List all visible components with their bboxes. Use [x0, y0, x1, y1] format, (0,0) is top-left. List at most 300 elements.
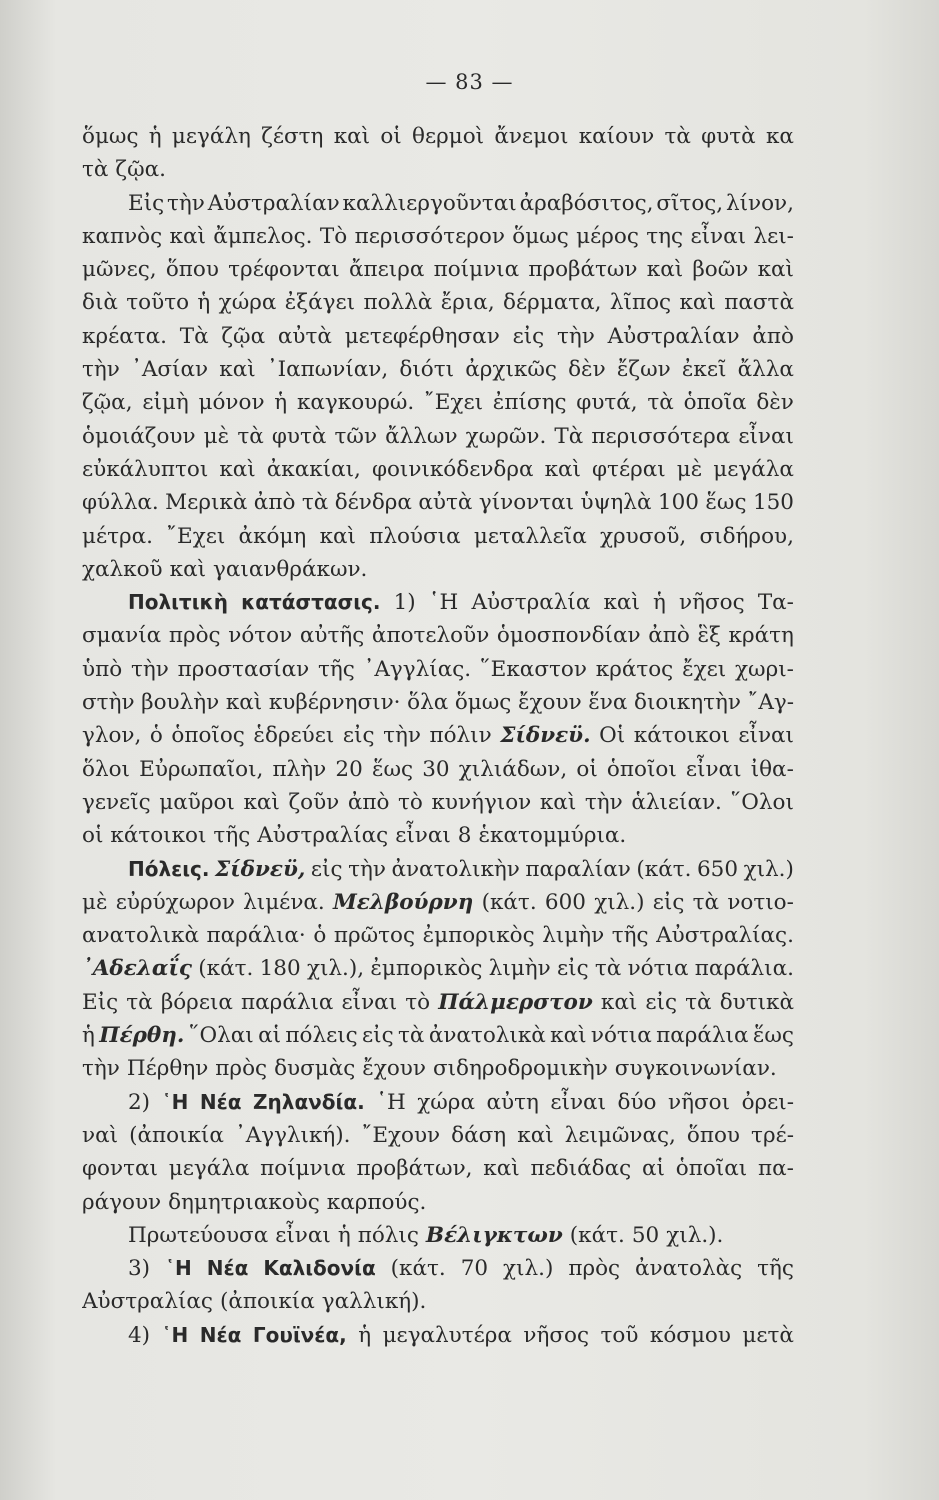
word: εἰς: [645, 989, 678, 1015]
word: δέρματα,: [503, 290, 602, 316]
word: Αὐστραλίας: [257, 823, 389, 849]
word: τὴν: [130, 656, 169, 682]
word: μεγάλα: [168, 1156, 250, 1182]
word: ἡ: [148, 124, 162, 149]
word: λιμὴν: [488, 956, 551, 982]
word: τὰ: [685, 989, 712, 1015]
word: ἄνεμοι: [494, 124, 569, 149]
word: τῆς: [318, 656, 355, 682]
word: καὶ: [219, 456, 256, 482]
word: κάτοικοι: [110, 823, 207, 849]
word: χιλ.): [594, 889, 645, 915]
word: καὶ: [646, 257, 684, 283]
word: εὐρύχωρον: [115, 889, 235, 915]
word: ῾Η: [428, 590, 459, 616]
word: ὅπου: [165, 257, 219, 283]
word: χιλ.): [743, 856, 794, 882]
word: μὲ: [203, 423, 230, 449]
word: ὁμοσπονδίαν: [496, 623, 641, 649]
word: γαιανθράκων.: [213, 556, 368, 582]
word: εὐκάλυπτοι: [82, 456, 209, 482]
word: γλον,: [82, 723, 142, 749]
text-line: [82, 886, 794, 919]
word: 100: [657, 490, 699, 516]
word: σιδηροδρομικὴν: [432, 1056, 608, 1082]
word: ἡ: [82, 1023, 95, 1049]
section-heading-word: κατάστασις.: [241, 590, 381, 615]
text-line: [82, 952, 794, 985]
text-line: [82, 586, 794, 619]
word: ὁποῖα: [683, 390, 747, 416]
word: εἶναι: [275, 1222, 331, 1248]
word: εἰμὴ: [142, 390, 189, 416]
word: τὴν: [82, 357, 120, 383]
word: τοῦ: [600, 1322, 639, 1348]
word: μαῦροι: [159, 789, 235, 815]
word: παράλια·: [206, 923, 306, 949]
word: ὅμως: [82, 124, 139, 149]
word: οἱ: [82, 823, 104, 849]
text-line: [82, 153, 794, 186]
word: παράλια: [241, 989, 334, 1015]
word: ἄλλων: [385, 423, 458, 449]
word: αὐτὰ: [418, 490, 473, 516]
word: εἶναι: [685, 756, 742, 782]
word: λῖπος: [609, 290, 672, 316]
word: Πρωτεύουσα: [128, 1222, 269, 1248]
word: τὴν: [348, 856, 386, 882]
word: πόλεις: [285, 1023, 358, 1049]
word: εἰς: [512, 323, 545, 349]
word: εἶναι: [550, 1089, 606, 1115]
word: καὶ: [539, 789, 577, 815]
word: δὲν: [756, 390, 794, 416]
word: Εἰς: [82, 989, 119, 1015]
word: θερμοὶ: [412, 124, 485, 149]
word: πρὸς: [568, 1256, 621, 1282]
word: διοικητὴν: [634, 690, 741, 716]
word: ἀπὸ: [648, 623, 690, 649]
body-text: [82, 120, 794, 1352]
word: χωρῶν.: [465, 423, 547, 449]
word: διὰ: [82, 290, 118, 316]
word: περισσότερον: [354, 223, 505, 249]
word: ἡ: [653, 590, 666, 616]
word: κράτος: [595, 656, 674, 682]
word: αὐτῆς: [299, 623, 365, 649]
word: ἄμπελος.: [213, 223, 313, 249]
section-heading-word: Νέα: [206, 1256, 249, 1281]
word: τρέ-: [751, 1122, 794, 1148]
word: καὶ: [243, 789, 280, 815]
word: κρέατα.: [82, 323, 167, 349]
text-line: [82, 686, 794, 719]
word: δύο: [617, 1089, 657, 1115]
word: ποίμνια: [433, 257, 520, 283]
word: αὐτὰ: [277, 323, 332, 349]
word: ἀπὸ: [253, 490, 296, 516]
word: βουλὴν: [141, 690, 220, 716]
word: τῆς: [213, 823, 251, 849]
word: ανατολικὰ: [82, 923, 199, 949]
word: κόσμου: [649, 1322, 731, 1348]
section-heading-word: Νέα: [199, 1089, 242, 1114]
word: πρῶτος: [333, 923, 416, 949]
word: χρυσοῦ,: [599, 523, 687, 549]
word: ράγουν: [82, 1189, 162, 1215]
text-line: [82, 1052, 794, 1085]
word: ἔρια,: [440, 290, 495, 316]
word: 600: [544, 889, 586, 915]
word: χωρι-: [735, 656, 794, 682]
word: χαλκοῦ: [82, 556, 163, 582]
word: πλούσια: [369, 523, 461, 549]
word: ἔζων: [616, 357, 671, 383]
text-line: [82, 853, 794, 886]
text-line: [82, 120, 794, 153]
word: συγκοινωνίαν.: [614, 1056, 777, 1082]
text-line: [82, 320, 794, 353]
word: εἶναι: [395, 823, 451, 849]
word: καὶ: [544, 456, 581, 482]
word: περισσότερα: [591, 423, 731, 449]
section-heading-word: Γουϊνέα,: [252, 1322, 347, 1347]
word: ἑδρεύει: [253, 723, 335, 749]
text-line: [82, 819, 794, 852]
text-line: [82, 1252, 794, 1285]
word: 180: [259, 956, 301, 982]
word: ζῷα.: [115, 157, 166, 183]
word: πρὸς: [168, 623, 221, 649]
word: εἰς: [310, 856, 343, 882]
word: ὁ: [313, 923, 327, 949]
word: ῞Ολοι: [730, 789, 794, 815]
word: νότια: [590, 1023, 652, 1049]
word: ἕως: [371, 756, 414, 782]
word: ᾿Αγγλική).: [234, 1122, 351, 1148]
word: Εὐρωπαῖοι,: [139, 756, 264, 782]
word: ὁποῖαι: [675, 1156, 748, 1182]
text-line: [82, 1152, 794, 1185]
word: 20: [335, 756, 363, 782]
section-heading-word: Καλιδονία: [263, 1256, 376, 1281]
word: ὅλοι: [82, 756, 130, 782]
word: γαλλική).: [321, 1289, 427, 1315]
word: ἀποτελοῦν: [371, 623, 490, 649]
word: Τὸ: [319, 223, 348, 249]
word: ἕως: [705, 490, 747, 516]
word: μεγάλα: [713, 456, 794, 482]
word: (κάτ.: [481, 889, 537, 915]
word: εἰς: [557, 956, 589, 982]
word: εἶναι: [738, 723, 794, 749]
word: τὰ: [664, 124, 691, 149]
word: δένδρα: [334, 490, 412, 516]
text-line: [82, 753, 794, 786]
word: τῆς: [757, 1256, 794, 1282]
word: πλὴν: [272, 756, 327, 782]
word: ἐμπορικὸς: [370, 956, 483, 982]
text-line: [82, 420, 794, 453]
word: προβάτων,: [356, 1156, 473, 1182]
word: ὁμοιάζουν: [82, 423, 196, 449]
word: λει-: [753, 223, 794, 249]
word: καίουν: [578, 124, 655, 149]
word: προβάτων: [528, 257, 638, 283]
word: νότια: [627, 956, 689, 982]
word: φυτά,: [576, 390, 638, 416]
word: ῎Εχει: [166, 523, 226, 549]
word: ὑψηλὰ: [580, 490, 652, 516]
word: χιλιάδων,: [458, 756, 568, 782]
word: μετὰ: [742, 1322, 794, 1348]
word: Αὐστραλίας.: [656, 923, 794, 949]
emphasized-word: Βέλιγκτων: [425, 1222, 563, 1248]
word: καὶ: [333, 124, 371, 149]
word: παράλια: [656, 1023, 749, 1049]
word: φονται: [82, 1156, 158, 1182]
text-line: [82, 187, 794, 220]
word: τὴν: [82, 1056, 120, 1082]
text-line: [82, 386, 794, 419]
word: μὲ: [676, 456, 703, 482]
word: ὁποῖος: [171, 723, 245, 749]
word: ἀπὸ: [752, 323, 794, 349]
word: ἡ: [358, 1322, 372, 1348]
word: ἀρχικῶς: [465, 357, 557, 383]
word: φυτὰ: [271, 423, 327, 449]
word: τὰ: [237, 423, 264, 449]
word: μῶνες,: [82, 257, 157, 283]
word: ὀρει-: [741, 1089, 794, 1115]
section-heading-word: Πολιτικὴ: [128, 590, 228, 615]
word: γίνονται: [478, 490, 575, 516]
word: Αὐστραλίαν: [607, 323, 740, 349]
word: ῞Εκαστον: [479, 656, 587, 682]
word: μετεφέρθησαν: [344, 323, 500, 349]
word: λιμὴν: [542, 923, 605, 949]
text-line: [82, 486, 794, 519]
word: ἕνα: [588, 690, 628, 716]
word: χιλ.): [503, 1256, 554, 1282]
word: της: [646, 223, 684, 249]
word: φοινικόδενδρα: [371, 456, 534, 482]
word: ἓξ: [697, 623, 721, 649]
text-line: [82, 520, 794, 553]
word: 30: [422, 756, 450, 782]
word: πρὸς: [215, 1056, 268, 1082]
word: ἄπειρα: [348, 257, 425, 283]
emphasized-word: Πέρθη.: [99, 1023, 185, 1049]
word: λειμῶνας,: [564, 1122, 676, 1148]
word: δημητριακοὺς: [168, 1189, 320, 1215]
word: ἐκεῖ: [681, 357, 727, 383]
word: 1): [393, 590, 416, 616]
word: (κάτ.: [636, 856, 692, 882]
word: τὸ: [398, 789, 423, 815]
word: καὶ: [757, 257, 794, 283]
word: μὲ: [82, 889, 108, 915]
word: χιλ.),: [306, 956, 365, 982]
text-line: [82, 1186, 794, 1219]
word: ζῷα,: [82, 390, 133, 416]
word: τὰ: [82, 157, 109, 183]
text-line: [82, 1086, 794, 1119]
word: πα-: [757, 1156, 794, 1182]
word: ἔχουν: [362, 1056, 426, 1082]
word: μέρος: [576, 223, 639, 249]
word: 3): [128, 1256, 151, 1282]
word: ὁποῖοι: [606, 756, 677, 782]
word: ῞Ολαι: [188, 1023, 254, 1049]
word: πόλις: [357, 1222, 419, 1248]
word: γενεῖς: [82, 789, 151, 815]
word: ἡ: [274, 390, 288, 416]
emphasized-word: Σίδνεϋ,: [215, 856, 306, 882]
word: Αὐστραλίας: [82, 1289, 213, 1315]
word: καὶ: [603, 590, 640, 616]
text-line: [82, 253, 794, 286]
word: προστασίαν: [177, 656, 310, 682]
section-heading-word: Νέα: [199, 1322, 242, 1347]
text-line: [82, 353, 794, 386]
word: ᾿Αγγλίας.: [363, 656, 472, 682]
word: σμανία: [82, 623, 162, 649]
word: παράλια.: [694, 956, 794, 982]
word: 4): [128, 1322, 151, 1348]
word: 50: [631, 1222, 660, 1248]
word: τὴν: [556, 323, 595, 349]
word: τὰ: [398, 1023, 425, 1049]
word: δὲν: [568, 357, 606, 383]
word: εἶναι: [738, 423, 794, 449]
word: ἄλλα: [737, 357, 794, 383]
word: Οἱ: [599, 723, 626, 749]
word: λίνον,: [725, 190, 794, 216]
text-line: [82, 1285, 794, 1318]
word: χιλ.).: [666, 1222, 724, 1248]
word: βόρεια: [160, 989, 233, 1015]
word: ὑπὸ: [82, 656, 123, 682]
word: Μερικὰ: [165, 490, 248, 516]
word: δάση: [451, 1122, 507, 1148]
word: κάτοικοι: [633, 723, 730, 749]
word: νότον: [228, 623, 293, 649]
emphasized-word: Πάλμερστον: [438, 989, 593, 1015]
word: τὸ: [405, 989, 431, 1015]
word: 8: [457, 823, 472, 849]
word: σῖτος,: [656, 190, 724, 216]
word: ᾿Ασίαν: [131, 357, 209, 383]
word: τὰ: [126, 989, 153, 1015]
word: Αὐστραλία: [471, 590, 591, 616]
text-line: [82, 919, 794, 952]
text-line: [82, 553, 794, 586]
word: νῆσοι: [668, 1089, 731, 1115]
word: νοτιο-: [727, 889, 794, 915]
word: ἀκόμη: [238, 523, 307, 549]
word: κα: [765, 124, 794, 149]
word: καγκουρώ.: [296, 390, 415, 416]
text-line: [82, 1319, 794, 1352]
word: 650: [697, 856, 739, 882]
word: καπνὸς: [82, 223, 163, 249]
word: καὶ: [679, 290, 716, 316]
section-heading-word: Ζηλανδία.: [253, 1089, 365, 1114]
word: παραλίαν: [525, 856, 631, 882]
emphasized-word: Μελβούρνη: [333, 889, 474, 915]
word: 150: [752, 490, 794, 516]
word: ῎Εχουν: [361, 1122, 441, 1148]
word: χώρα: [417, 1089, 475, 1115]
word: (ἀποικία: [129, 1122, 224, 1148]
word: τὴν: [584, 789, 623, 815]
word: μεταλλεῖα: [473, 523, 587, 549]
word: εἰς: [362, 1023, 394, 1049]
emphasized-word: Σίδνεϋ.: [500, 723, 591, 749]
emphasized-word: ᾿Αδελαΐς: [82, 956, 192, 982]
word: καὶ: [319, 523, 356, 549]
word: τὰ: [692, 889, 720, 915]
word: ἡ: [197, 290, 211, 316]
word: φτέραι: [592, 456, 666, 482]
word: Αὐστραλίαν: [207, 190, 340, 216]
word: κυβέρνησιν·: [268, 690, 401, 716]
word: καὶ: [517, 1122, 554, 1148]
word: εἶναι: [690, 223, 747, 249]
word: Τὰ: [554, 423, 584, 449]
word: ζοῦν: [288, 789, 340, 815]
word: ποίμνια: [260, 1156, 346, 1182]
word: καὶ: [483, 1156, 520, 1182]
word: ἀραβόσιτος,: [519, 190, 654, 216]
word: φύλλα.: [82, 490, 159, 516]
word: αὐτη: [486, 1089, 539, 1115]
word: καὶ: [550, 1023, 587, 1049]
word: νῆσος: [523, 1322, 590, 1348]
word: ναὶ: [82, 1122, 119, 1148]
word: σιδήρου,: [699, 523, 794, 549]
word: ἀπὸ: [347, 789, 390, 815]
word: καὶ: [225, 690, 263, 716]
word: εἰς: [342, 723, 375, 749]
word: λιμένα.: [243, 889, 325, 915]
word: τρέφονται: [228, 257, 340, 283]
word: καὶ: [600, 989, 638, 1015]
word: τὴν: [383, 723, 421, 749]
word: φυτὰ: [701, 124, 756, 149]
word: ἑκατομμύρια.: [478, 823, 627, 849]
word: κράτη: [728, 623, 794, 649]
word: δυτικὰ: [719, 989, 794, 1015]
word: στὴν: [82, 690, 135, 716]
word: μεγάλη: [171, 124, 251, 149]
text-line: [82, 453, 794, 486]
text-line: [82, 1219, 794, 1252]
word: καλλιεργοῦνται: [342, 190, 517, 216]
word: ἐμπορικὸς: [422, 923, 535, 949]
word: ἔχει: [682, 656, 727, 682]
word: νῆσος: [679, 590, 745, 616]
word: οἱ: [380, 124, 402, 149]
word: ἡ: [337, 1222, 351, 1248]
word: Εἰς: [128, 190, 165, 216]
word: δυσμὰς: [274, 1056, 356, 1082]
word: τὰ: [647, 390, 674, 416]
word: ῾Η: [376, 1089, 406, 1115]
word: πόλιν: [429, 723, 492, 749]
word: ζέστη: [261, 124, 324, 149]
